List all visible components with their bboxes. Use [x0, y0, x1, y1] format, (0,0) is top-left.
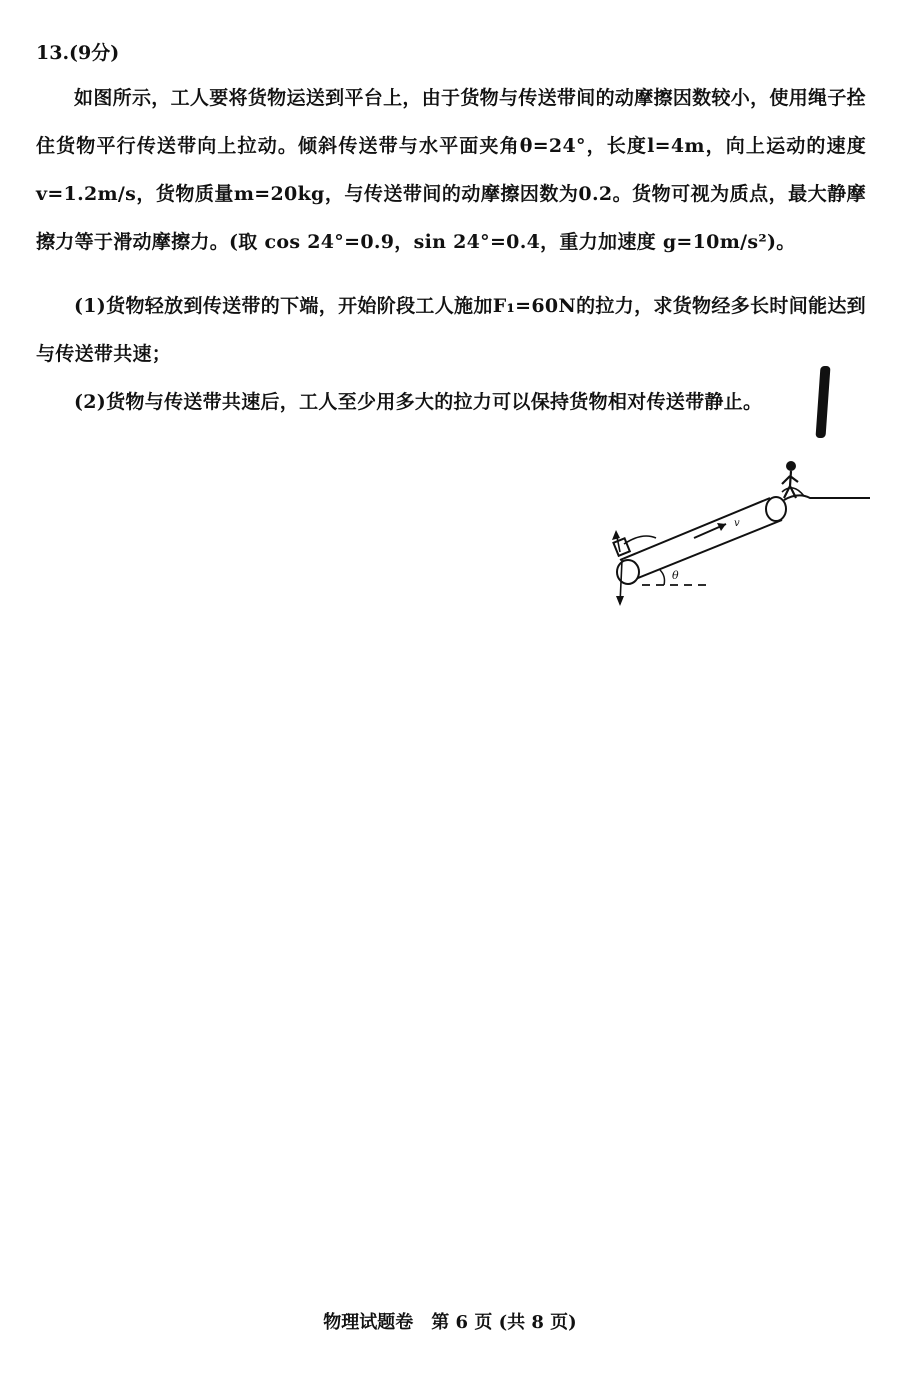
belt-bottom-edge [628, 520, 782, 582]
velocity-arrow [694, 523, 726, 538]
angle-label: θ [672, 569, 679, 582]
worker-icon [782, 461, 804, 498]
page-footer: 物理试题卷 第 6 页 (共 8 页) [323, 1312, 577, 1333]
question-part-2: (2)货物与传送带共速后，工人至少用多大的拉力可以保持货物相对传送带静止。 [74, 391, 763, 413]
top-roller [766, 497, 786, 521]
belt-top-edge [620, 498, 770, 560]
question-number: 13.(9分) [36, 42, 120, 64]
question-intro: 如图所示，工人要将货物运送到平台上，由于货物与传送带间的动摩擦因数较小，使用绳子拴住货物平行传送带向上拉动。倾斜传送带与水平面夹角θ=24°，长度l=4m，向上运动的速度v=1.2m/s，货物质量m=20kg，与传送带间的动摩擦因数为0.2。货物可视为质点，最大静摩擦力等于滑动摩擦力。(取 cos 24°=0.9，sin 24°=0.4，重力加速度 g=10m/s²)。 [36, 87, 866, 253]
rope [624, 536, 656, 544]
angle-arc [660, 570, 665, 585]
velocity-label: v [734, 518, 740, 529]
cargo-block [613, 538, 629, 555]
question-part-1: (1)货物轻放到传送带的下端，开始阶段工人施加F₁=60N的拉力，求货物经多长时间能达到与传送带共速； [36, 295, 866, 365]
conveyor-belt-figure [598, 452, 870, 612]
platform-line [784, 495, 870, 500]
